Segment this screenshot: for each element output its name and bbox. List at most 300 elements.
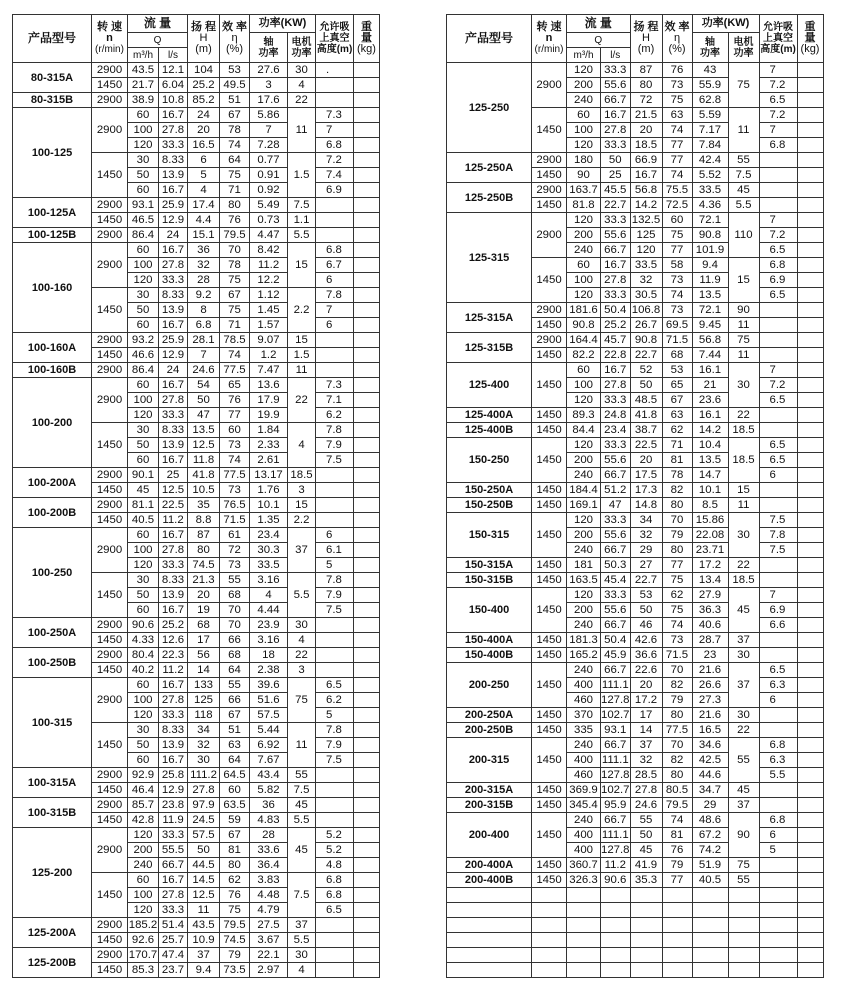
model-cell: 150-400B [447, 648, 532, 663]
weight-cell [797, 783, 823, 798]
efficiency-cell: 76 [662, 63, 692, 78]
vacuum-cell: 6.5 [759, 453, 797, 468]
head-cell: 17 [630, 708, 662, 723]
vacuum-cell [316, 483, 354, 498]
vacuum-cell: 6.9 [759, 273, 797, 288]
header-motor-power: 电机 功率 [288, 33, 316, 63]
speed-cell: 1450 [92, 153, 128, 198]
shaft-power-cell: 2.33 [250, 438, 288, 453]
flow-ls-cell: 24 [159, 363, 188, 378]
vacuum-cell [316, 363, 354, 378]
flow-m3h-cell: 400 [567, 828, 601, 843]
vacuum-cell [316, 513, 354, 528]
motor-power-cell: 90 [728, 813, 759, 858]
weight-cell [797, 423, 823, 438]
flow-m3h-cell: 120 [128, 408, 159, 423]
flow-m3h-cell: 400 [567, 678, 601, 693]
efficiency-cell: 66 [220, 693, 250, 708]
flow-ls-cell: 25 [601, 168, 631, 183]
header-flow-ls: l/s [159, 48, 188, 63]
weight-cell [354, 663, 380, 678]
weight-cell [354, 828, 380, 843]
efficiency-cell: 79.5 [220, 918, 250, 933]
vacuum-cell: 7.2 [759, 108, 797, 123]
speed-cell: 1450 [92, 513, 128, 528]
weight-cell [354, 393, 380, 408]
efficiency-cell: 77.5 [220, 363, 250, 378]
shaft-power-cell: 1.84 [250, 423, 288, 438]
empty-cell [567, 918, 601, 933]
efficiency-cell: 62 [220, 873, 250, 888]
efficiency-cell: 77 [662, 873, 692, 888]
vacuum-cell: 7.3 [316, 378, 354, 393]
weight-cell [354, 903, 380, 918]
header-efficiency: 效 率 η (%) [220, 15, 250, 63]
flow-ls-cell: 102.7 [601, 784, 630, 796]
vacuum-cell: 6 [316, 273, 354, 288]
shaft-power-cell: 44.6 [692, 768, 728, 783]
flow-ls-cell: 33.3 [601, 63, 631, 78]
motor-power-cell: 4 [288, 423, 316, 468]
empty-cell [797, 888, 823, 903]
efficiency-cell: 74 [662, 813, 692, 828]
speed-cell: 1450 [92, 348, 128, 363]
head-cell: 97.9 [188, 798, 220, 813]
head-cell: 20 [630, 678, 662, 693]
efficiency-cell: 74 [662, 123, 692, 138]
weight-cell [797, 633, 823, 648]
head-cell: 30 [188, 753, 220, 768]
header-speed: 转 速 n (r/min) [532, 15, 567, 63]
vacuum-cell: 6.5 [316, 903, 354, 918]
weight-cell [354, 303, 380, 318]
shaft-power-cell: 15.86 [692, 513, 728, 528]
motor-power-cell: 3 [288, 663, 316, 678]
header-flow: 流 量 [567, 15, 631, 33]
flow-m3h-cell: 240 [567, 243, 601, 258]
flow-ls-cell: 51.2 [601, 483, 631, 498]
efficiency-cell: 76 [220, 213, 250, 228]
vacuum-cell: 6.2 [316, 693, 354, 708]
table-row [13, 333, 380, 348]
flow-m3h-cell: 30 [128, 573, 159, 588]
shaft-power-cell: 1.76 [250, 483, 288, 498]
empty-cell [601, 888, 631, 903]
shaft-power-cell: 51.6 [250, 693, 288, 708]
empty-cell [447, 948, 532, 963]
efficiency-cell: 77.5 [220, 468, 250, 483]
table-row [13, 363, 380, 378]
vacuum-cell [759, 303, 797, 318]
empty-cell [532, 888, 567, 903]
shaft-power-cell: 22.1 [250, 948, 288, 963]
shaft-power-cell: 34.7 [692, 783, 728, 798]
efficiency-cell: 63 [662, 108, 692, 123]
motor-power-cell: 11 [728, 108, 759, 153]
empty-cell [728, 903, 759, 918]
table-row [447, 423, 824, 438]
vacuum-cell: . [316, 63, 354, 78]
head-cell: 43.5 [188, 918, 220, 933]
vacuum-cell: 7.5 [316, 453, 354, 468]
shaft-power-cell: 5.52 [692, 168, 728, 183]
head-cell: 13.5 [188, 423, 220, 438]
flow-m3h-cell: 181.3 [567, 633, 601, 648]
flow-ls-cell: 33.3 [159, 273, 188, 288]
shaft-power-cell: 14.2 [692, 423, 728, 438]
vacuum-cell: 6.3 [759, 753, 797, 768]
flow-m3h-cell: 165.2 [567, 648, 601, 663]
weight-cell [354, 63, 380, 78]
weight-cell [354, 348, 380, 363]
flow-m3h-cell: 81.8 [567, 198, 601, 213]
shaft-power-cell: 4.79 [250, 903, 288, 918]
weight-cell [354, 648, 380, 663]
shaft-power-cell: 72.1 [692, 213, 728, 228]
vacuum-cell [759, 168, 797, 183]
vacuum-cell [316, 468, 354, 483]
motor-power-cell: 55 [288, 768, 316, 783]
shaft-power-cell: 30.3 [250, 543, 288, 558]
model-cell: 200-400A [447, 858, 532, 873]
vacuum-cell [316, 348, 354, 363]
speed-cell: 1450 [532, 348, 567, 363]
motor-power-cell: 7.5 [288, 873, 316, 918]
weight-cell [797, 303, 823, 318]
shaft-power-cell: 27.5 [250, 918, 288, 933]
model-cell: 200-315B [447, 798, 532, 813]
efficiency-cell: 71 [662, 438, 692, 453]
shaft-power-cell: 10.1 [250, 498, 288, 513]
shaft-power-cell: 7 [250, 123, 288, 138]
vacuum-cell: 7.8 [316, 573, 354, 588]
motor-power-cell: 15 [288, 498, 316, 513]
model-cell: 100-315B [13, 798, 92, 828]
empty-cell [759, 888, 797, 903]
weight-cell [797, 213, 823, 228]
table-row [447, 558, 824, 573]
speed-cell: 1450 [92, 723, 128, 768]
empty-row [447, 933, 824, 948]
table-row [447, 513, 824, 528]
flow-ls-cell: 33.3 [159, 903, 188, 918]
model-cell: 125-250B [447, 183, 532, 213]
weight-cell [354, 93, 380, 108]
shaft-power-cell: 36.4 [250, 858, 288, 873]
empty-cell [532, 933, 567, 948]
flow-m3h-cell: 46.6 [128, 348, 159, 363]
flow-m3h-cell: 50 [128, 588, 159, 603]
weight-cell [354, 78, 380, 93]
empty-cell [567, 933, 601, 948]
efficiency-cell: 62 [662, 588, 692, 603]
weight-cell [354, 768, 380, 783]
speed-cell: 1450 [532, 108, 567, 153]
motor-power-cell: 110 [728, 213, 759, 258]
speed-cell: 2900 [92, 798, 128, 813]
flow-ls-cell: 66.7 [601, 813, 631, 828]
model-cell: 150-400 [447, 588, 532, 633]
head-cell: 45 [630, 843, 662, 858]
empty-cell [532, 963, 567, 978]
vacuum-cell [316, 768, 354, 783]
table-row [13, 528, 380, 543]
shaft-power-cell: 16.1 [692, 363, 728, 378]
motor-power-cell: 30 [728, 513, 759, 558]
shaft-power-cell: 43 [692, 63, 728, 78]
shaft-power-cell: 8.42 [250, 243, 288, 258]
motor-power-cell: 7.5 [728, 168, 759, 183]
head-cell: 26.7 [630, 318, 662, 333]
weight-cell [354, 378, 380, 393]
flow-m3h-cell: 400 [567, 843, 601, 858]
motor-power-cell: 5.5 [288, 228, 316, 243]
vacuum-cell [759, 723, 797, 738]
efficiency-cell: 70 [662, 663, 692, 678]
table-row [447, 408, 824, 423]
vacuum-cell: 6.5 [759, 243, 797, 258]
efficiency-cell: 73 [662, 273, 692, 288]
flow-ls-cell: 33.3 [601, 438, 631, 453]
table-row [13, 108, 380, 123]
head-cell: 17.4 [188, 198, 220, 213]
speed-cell: 2900 [92, 198, 128, 213]
vacuum-cell: 7 [316, 303, 354, 318]
weight-cell [797, 408, 823, 423]
header-flow-symbol: Q [128, 33, 188, 48]
shaft-power-cell: 55.9 [692, 78, 728, 93]
head-cell: 22.6 [630, 663, 662, 678]
flow-m3h-cell: 92.9 [128, 768, 159, 783]
vacuum-cell [759, 198, 797, 213]
flow-ls-cell: 16.7 [601, 258, 631, 273]
flow-ls-cell: 50.4 [601, 633, 631, 648]
flow-ls-cell: 27.8 [159, 693, 188, 708]
flow-m3h-cell: 85.7 [128, 798, 159, 813]
efficiency-cell: 70 [662, 513, 692, 528]
empty-cell [759, 903, 797, 918]
flow-m3h-cell: 50 [128, 738, 159, 753]
vacuum-cell [759, 858, 797, 873]
shaft-power-cell: 34.6 [692, 738, 728, 753]
empty-cell [797, 963, 823, 978]
flow-ls-cell: 45.9 [601, 648, 631, 663]
flow-m3h-cell: 120 [567, 63, 601, 78]
head-cell: 37 [630, 738, 662, 753]
flow-ls-cell: 27.8 [601, 123, 631, 138]
flow-m3h-cell: 86.4 [128, 228, 159, 243]
motor-power-cell: 1.5 [288, 153, 316, 198]
efficiency-cell: 69.5 [662, 318, 692, 333]
weight-cell [797, 678, 823, 693]
efficiency-cell: 70 [220, 243, 250, 258]
head-cell: 14.5 [188, 873, 220, 888]
empty-cell [447, 963, 532, 978]
speed-cell: 1450 [532, 363, 567, 408]
shaft-power-cell: 14.7 [692, 468, 728, 483]
empty-cell [692, 903, 728, 918]
efficiency-cell: 67 [220, 108, 250, 123]
efficiency-cell: 67 [662, 393, 692, 408]
flow-m3h-cell: 84.4 [567, 423, 601, 438]
table-row [447, 588, 824, 603]
shaft-power-cell: 23.4 [250, 528, 288, 543]
head-cell: 132.5 [631, 214, 661, 226]
table-row [13, 678, 380, 693]
head-cell: 16.5 [188, 138, 220, 153]
efficiency-cell: 82 [662, 483, 692, 498]
weight-cell [797, 258, 823, 273]
vacuum-cell: 6.2 [316, 408, 354, 423]
flow-m3h-cell: 120 [128, 903, 159, 918]
flow-ls-cell: 16.7 [159, 453, 188, 468]
efficiency-cell: 79 [220, 948, 250, 963]
shaft-power-cell: 3.83 [250, 873, 288, 888]
efficiency-cell: 80 [662, 543, 692, 558]
empty-cell [728, 963, 759, 978]
speed-cell: 1450 [532, 423, 567, 438]
vacuum-cell [759, 483, 797, 498]
head-cell: 32 [630, 273, 662, 288]
empty-cell [662, 948, 692, 963]
flow-m3h-cell: 100 [128, 888, 159, 903]
head-cell: 36 [188, 243, 220, 258]
model-cell: 80-315B [13, 93, 92, 108]
weight-cell [354, 963, 380, 978]
empty-cell [759, 948, 797, 963]
head-cell: 36.6 [630, 648, 662, 663]
table-row [447, 813, 824, 828]
efficiency-cell: 77 [662, 558, 692, 573]
empty-cell [797, 903, 823, 918]
efficiency-cell: 73 [220, 558, 250, 573]
weight-cell [797, 738, 823, 753]
head-cell: 50 [188, 843, 220, 858]
flow-m3h-cell: 169.1 [567, 498, 601, 513]
efficiency-cell: 80 [662, 708, 692, 723]
flow-ls-cell: 13.9 [159, 438, 188, 453]
head-cell: 24 [188, 108, 220, 123]
flow-m3h-cell: 40.5 [128, 513, 159, 528]
flow-m3h-cell: 60 [128, 183, 159, 198]
model-cell: 100-250B [13, 648, 92, 678]
flow-m3h-cell: 240 [567, 93, 601, 108]
motor-power-cell: 11 [728, 348, 759, 363]
speed-cell: 2900 [532, 63, 567, 108]
model-cell: 125-400 [447, 363, 532, 408]
flow-ls-cell: 22.8 [601, 348, 631, 363]
flow-ls-cell: 16.7 [159, 678, 188, 693]
empty-cell [759, 918, 797, 933]
efficiency-cell: 70 [662, 738, 692, 753]
head-cell: 42.6 [630, 633, 662, 648]
flow-ls-cell: 27.8 [159, 543, 188, 558]
empty-cell [630, 918, 662, 933]
efficiency-cell: 75 [220, 303, 250, 318]
flow-m3h-cell: 60 [128, 108, 159, 123]
head-cell: 87 [630, 63, 662, 78]
empty-cell [447, 933, 532, 948]
shaft-power-cell: 7.44 [692, 348, 728, 363]
motor-power-cell: 18.5 [728, 573, 759, 588]
efficiency-cell: 81 [220, 843, 250, 858]
head-cell: 7 [188, 348, 220, 363]
motor-power-cell: 1.5 [288, 348, 316, 363]
flow-ls-cell: 12.6 [159, 633, 188, 648]
empty-row [447, 903, 824, 918]
shaft-power-cell: 36 [250, 798, 288, 813]
weight-cell [354, 948, 380, 963]
speed-cell: 1450 [532, 633, 567, 648]
vacuum-cell [316, 783, 354, 798]
header-flow-m3h: m³/h [567, 48, 601, 63]
flow-m3h-cell: 92.6 [128, 933, 159, 948]
flow-ls-cell: 33.3 [159, 558, 188, 573]
table-row [447, 498, 824, 513]
head-cell: 8.8 [188, 513, 220, 528]
flow-ls-cell: 11.9 [159, 813, 188, 828]
shaft-power-cell: 1.2 [250, 348, 288, 363]
weight-cell [797, 513, 823, 528]
motor-power-cell: 30 [288, 63, 316, 78]
flow-m3h-cell: 200 [567, 603, 601, 618]
motor-power-cell: 55 [728, 153, 759, 168]
flow-ls-cell: 33.3 [601, 393, 631, 408]
motor-power-cell: 37 [728, 798, 759, 813]
flow-ls-cell: 8.33 [159, 153, 188, 168]
empty-cell [662, 888, 692, 903]
flow-ls-cell: 90.6 [601, 873, 631, 888]
speed-cell: 1450 [532, 723, 567, 738]
flow-m3h-cell: 120 [567, 438, 601, 453]
weight-cell [797, 543, 823, 558]
efficiency-cell: 68 [220, 588, 250, 603]
vacuum-cell: 5.2 [316, 843, 354, 858]
empty-row [447, 918, 824, 933]
shaft-power-cell: 29 [692, 798, 728, 813]
head-cell: 17.5 [630, 468, 662, 483]
table-row [13, 768, 380, 783]
flow-ls-cell: 12.9 [159, 213, 188, 228]
flow-m3h-cell: 240 [567, 813, 601, 828]
header-head: 扬 程 H (m) [188, 15, 220, 63]
model-cell: 100-250 [13, 528, 92, 618]
weight-cell [797, 333, 823, 348]
weight-cell [797, 273, 823, 288]
speed-cell: 2900 [92, 918, 128, 933]
efficiency-cell: 72.5 [662, 198, 692, 213]
shaft-power-cell: 27.6 [250, 63, 288, 78]
flow-m3h-cell: 45 [128, 483, 159, 498]
empty-cell [692, 918, 728, 933]
head-cell: 19 [188, 603, 220, 618]
shaft-power-cell: 21 [692, 378, 728, 393]
speed-cell: 1450 [92, 933, 128, 948]
efficiency-cell: 60 [220, 783, 250, 798]
model-cell: 100-125A [13, 198, 92, 228]
header-motor-power: 电机 功率 [728, 33, 759, 63]
shaft-power-cell: 23.6 [692, 393, 728, 408]
vacuum-cell [316, 498, 354, 513]
model-cell: 150-315A [447, 558, 532, 573]
motor-power-cell: 37 [288, 528, 316, 573]
flow-ls-cell: 25.2 [601, 318, 631, 333]
flow-ls-cell: 24.8 [601, 408, 631, 423]
weight-cell [797, 168, 823, 183]
flow-ls-cell: 11.2 [159, 663, 188, 678]
vacuum-cell: 6 [759, 468, 797, 483]
head-cell: 41.8 [630, 408, 662, 423]
